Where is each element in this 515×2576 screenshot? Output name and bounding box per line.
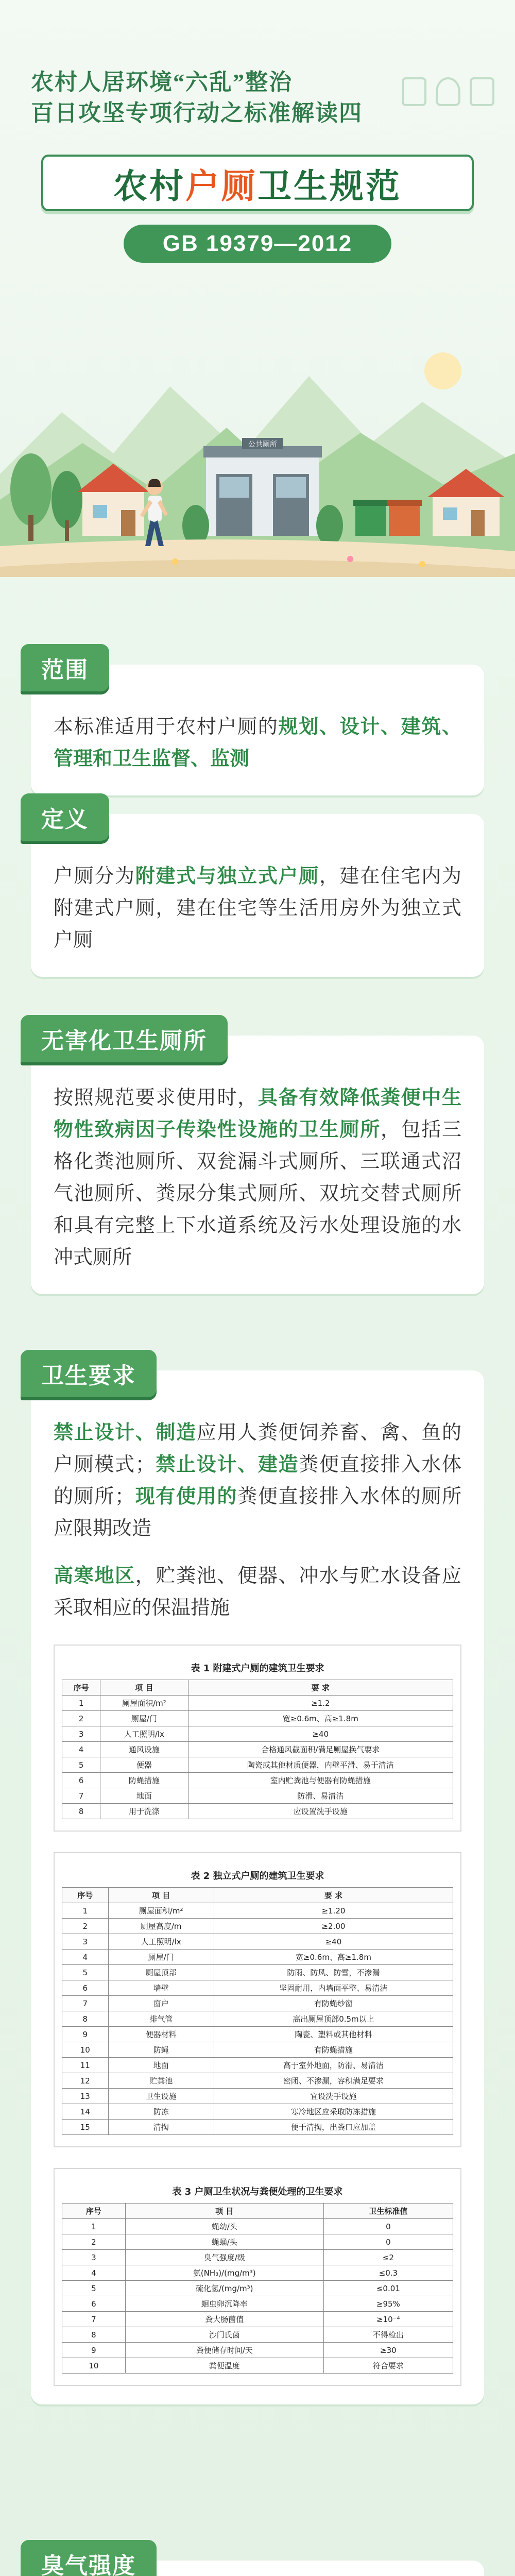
table-cell: 3: [62, 2250, 126, 2265]
table-cell: 0: [323, 2219, 453, 2234]
table-row: [62, 2281, 453, 2296]
table-cell: 8: [62, 1804, 100, 1819]
harmless-toilet-tag: 无害化卫生厕所: [21, 1015, 228, 1062]
table-cell: 清掏: [108, 2120, 214, 2135]
table-cell: 宽≥0.6m、高≥1.8m: [188, 1711, 453, 1726]
campaign-heading: [31, 67, 363, 129]
table-cell: 密闭、不渗漏，容积满足要求: [214, 2073, 453, 2089]
table-cell: 4: [62, 1742, 100, 1757]
table-row: [62, 1726, 453, 1742]
table-row: [62, 1773, 453, 1788]
toilet-icon: [436, 77, 460, 106]
requirements-text-2: 高寒地区，贮粪池、便器、冲水与贮水设备应采取相应的保温措施: [54, 1565, 461, 1619]
table-row: [62, 2120, 453, 2135]
table-cell: 2: [62, 1711, 100, 1726]
table-cell: ≥1.20: [214, 1903, 453, 1919]
table-cell: 3: [62, 1726, 100, 1742]
table-cell: 硫化氢/(mg/m³): [125, 2281, 323, 2296]
header: [0, 0, 515, 577]
table-row: [62, 2104, 453, 2120]
table-row: [62, 1696, 453, 1711]
table-cell: 符合要求: [323, 2358, 453, 2374]
table-cell: 厕屋/门: [108, 1950, 214, 1965]
table-cell: 应设置洗手设施: [188, 1804, 453, 1819]
table-cell: 宜设洗手设施: [214, 2089, 453, 2104]
table-cell: 2: [62, 2234, 126, 2250]
table-cell: 粪便温度: [125, 2358, 323, 2374]
table-header-cell: 卫生标准值: [323, 2204, 453, 2219]
table-cell: 厕屋高度/m: [108, 1919, 214, 1934]
table-row: [62, 2234, 453, 2250]
table-1-title: 表 1 附建式户厕的建筑卫生要求: [191, 1663, 324, 1674]
table-cell: 有防蝇纱窗: [214, 1996, 453, 2011]
requirements-card: [31, 1363, 484, 2404]
table-cell: ≤0.3: [323, 2265, 453, 2281]
table-cell: 防蝇: [108, 2042, 214, 2058]
table-header-cell: 要 求: [188, 1680, 453, 1696]
table-cell: ≥10⁻⁴: [323, 2312, 453, 2327]
table-cell: 陶瓷或其他材质便器，内壁平滑、易于清洁: [188, 1757, 453, 1773]
campaign-line-2: 百日攻坚专项行动之标准解读四: [31, 100, 363, 126]
table-cell: ≤2: [323, 2250, 453, 2265]
table-cell: 粪大肠菌值: [125, 2312, 323, 2327]
table-header-cell: 序号: [62, 2204, 126, 2219]
toilet-icons: [402, 77, 494, 106]
table-cell: 12: [62, 2073, 109, 2089]
definition-text: 户厕分为附建式与独立式户厕，建在住宅内为附建式户厕，建在住宅等生活用房外为独立式户厕: [54, 866, 461, 951]
odor-tag: 臭气强度: [21, 2540, 157, 2576]
table-row: [62, 2011, 453, 2027]
table-cell: 便于清掏，出粪口应加盖: [214, 2120, 453, 2135]
table-cell: 11: [62, 2058, 109, 2073]
washbasin-icon: [470, 77, 494, 106]
table-header-cell: 要 求: [214, 1888, 453, 1903]
table-row: [62, 2265, 453, 2281]
table-row: [62, 2089, 453, 2104]
table-row: [62, 2296, 453, 2312]
requirements-text-1: 禁止设计、制造应用人粪便饲养畜、禽、鱼的户厕模式；禁止设计、建造粪便直接排入水体的厕所；现有使用的粪便直接排入水体的厕所应限期改造: [54, 1422, 461, 1539]
table-cell: 防蝇措施: [100, 1773, 188, 1788]
table-cell: 14: [62, 2104, 109, 2120]
table-cell: 防滑、易清洁: [188, 1788, 453, 1804]
table-row: [62, 1742, 453, 1757]
table-cell: 不得检出: [323, 2327, 453, 2343]
table-row: [62, 2073, 453, 2089]
table-cell: 室内贮粪池与便器有防蝇措施: [188, 1773, 453, 1788]
table-cell: 蝇蛹/头: [125, 2234, 323, 2250]
table-cell: 5: [62, 1757, 100, 1773]
table-header-cell: 项 目: [108, 1888, 214, 1903]
table-row: [62, 1934, 453, 1950]
harmless-toilet-card: [31, 1028, 484, 1294]
table-cell: 厕屋面积/m²: [108, 1903, 214, 1919]
table-cell: 贮粪池: [108, 2073, 214, 2089]
table-3-wrap: [54, 2168, 461, 2386]
table-cell: 沙门氏菌: [125, 2327, 323, 2343]
table-cell: 墙壁: [108, 1980, 214, 1996]
table-cell: 6: [62, 1773, 100, 1788]
table-cell: 人工照明/lx: [100, 1726, 188, 1742]
table-cell: ≥95%: [323, 2296, 453, 2312]
table-cell: 7: [62, 1996, 109, 2011]
table-cell: 宽≥0.6m、高≥1.8m: [214, 1950, 453, 1965]
table-cell: ≥40: [188, 1726, 453, 1742]
table-cell: 8: [62, 2011, 109, 2027]
table-row: [62, 2358, 453, 2374]
table-row: [62, 1711, 453, 1726]
table-cell: 0: [323, 2234, 453, 2250]
table-cell: 4: [62, 1950, 109, 1965]
table-2-title: 表 2 独立式户厕的建筑卫生要求: [191, 1871, 324, 1882]
table-header-cell: 项 目: [125, 2204, 323, 2219]
table-cell: 8: [62, 2327, 126, 2343]
table-2-wrap: [54, 1852, 461, 2147]
table-row: [62, 2058, 453, 2073]
table-cell: ≥30: [323, 2343, 453, 2358]
table-cell: 氨(NH₃)/(mg/m³): [125, 2265, 323, 2281]
scope-tag: 范围: [21, 644, 109, 691]
table-2: [62, 1887, 453, 2135]
table-cell: 通风设施: [100, 1742, 188, 1757]
table-cell: 1: [62, 1903, 109, 1919]
table-cell: 高出厕屋顶部0.5m以上: [214, 2011, 453, 2027]
table-row: [62, 1919, 453, 1934]
harmless-toilet-text: 按照规范要求使用时，具备有效降低粪便中生物性致病因子传染性设施的卫生厕所，包括三格化粪池厕所、双瓮漏斗式厕所、三联通式沼气池厕所、粪尿分集式厕所、双坑交替式厕所和具有完整上下水道系统及污水处理设施的水冲式厕所: [54, 1087, 461, 1268]
table-cell: 卫生设施: [108, 2089, 214, 2104]
table-cell: 合格通风截面积/满足厕屋换气要求: [188, 1742, 453, 1757]
table-cell: 蛔虫卵沉降率: [125, 2296, 323, 2312]
table-cell: 1: [62, 1696, 100, 1711]
table-row: [62, 1965, 453, 1980]
table-row: [62, 2027, 453, 2042]
table-row: [62, 1788, 453, 1804]
table-cell: 3: [62, 1934, 109, 1950]
table-cell: ≥1.2: [188, 1696, 453, 1711]
table-cell: 7: [62, 2312, 126, 2327]
table-cell: 5: [62, 1965, 109, 1980]
table-3: [62, 2203, 453, 2374]
table-header-cell: 项 目: [100, 1680, 188, 1696]
table-cell: 6: [62, 2296, 126, 2312]
table-cell: 5: [62, 2281, 126, 2296]
table-row: [62, 2219, 453, 2234]
table-cell: 寒冷地区应采取防冻措施: [214, 2104, 453, 2120]
table-cell: 高于室外地面，防滑、易清洁: [214, 2058, 453, 2073]
table-cell: 地面: [100, 1788, 188, 1804]
page-title: 农村户厕卫生规范: [113, 166, 402, 205]
table-cell: 地面: [108, 2058, 214, 2073]
definition-tag: 定义: [21, 793, 109, 841]
table-row: [62, 1804, 453, 1819]
table-row: [62, 2250, 453, 2265]
table-header-cell: 序号: [62, 1680, 100, 1696]
table-cell: 15: [62, 2120, 109, 2135]
campaign-line-1: 农村人居环境“六乱”整治: [31, 70, 293, 95]
table-cell: 10: [62, 2042, 109, 2058]
table-cell: 便器材料: [108, 2027, 214, 2042]
standard-code-badge: GB 19379—2012: [124, 225, 391, 263]
table-cell: 9: [62, 2343, 126, 2358]
table-cell: 厕屋/门: [100, 1711, 188, 1726]
table-3-title: 表 3 户厕卫生状况与粪便处理的卫生要求: [172, 2187, 343, 2197]
table-row: [62, 2343, 453, 2358]
table-row: [62, 1950, 453, 1965]
table-cell: 2: [62, 1919, 109, 1934]
table-cell: 臭气强度/级: [125, 2250, 323, 2265]
requirements-tag: 卫生要求: [21, 1350, 157, 1397]
table-cell: 用于洗涤: [100, 1804, 188, 1819]
table-row: [62, 2312, 453, 2327]
urinal-icon: [402, 77, 426, 106]
table-cell: ≥2.00: [214, 1919, 453, 1934]
table-cell: 7: [62, 1788, 100, 1804]
definition-card: [31, 807, 484, 977]
table-row: [62, 1757, 453, 1773]
table-cell: 粪便储存时间/天: [125, 2343, 323, 2358]
table-row: [62, 1980, 453, 1996]
table-cell: 9: [62, 2027, 109, 2042]
toilet-sign: 公共厕所: [248, 440, 277, 449]
odor-card: [31, 2553, 484, 2576]
table-cell: 坚固耐用，内墙面平整、易清洁: [214, 1980, 453, 1996]
table-cell: 便器: [100, 1757, 188, 1773]
table-cell: 有防蝇措施: [214, 2042, 453, 2058]
table-row: [62, 2042, 453, 2058]
table-cell: 防冻: [108, 2104, 214, 2120]
table-row: [62, 1903, 453, 1919]
table-cell: 6: [62, 1980, 109, 1996]
table-cell: 厕屋顶部: [108, 1965, 214, 1980]
table-cell: 防雨、防风、防雪，不渗漏: [214, 1965, 453, 1980]
table-1: [62, 1680, 453, 1819]
table-cell: ≥40: [214, 1934, 453, 1950]
table-cell: 蝇幼/头: [125, 2219, 323, 2234]
table-cell: 4: [62, 2265, 126, 2281]
table-row: [62, 1996, 453, 2011]
scope-text: 本标准适用于农村户厕的规划、设计、建筑、管理和卫生监督、监测: [54, 716, 461, 770]
table-cell: 人工照明/lx: [108, 1934, 214, 1950]
village-illustration: [0, 258, 515, 577]
table-cell: 1: [62, 2219, 126, 2234]
table-cell: 排气管: [108, 2011, 214, 2027]
table-row: [62, 2327, 453, 2343]
table-cell: 陶瓷、塑料或其他材料: [214, 2027, 453, 2042]
table-cell: 13: [62, 2089, 109, 2104]
scope-card: [31, 657, 484, 795]
table-cell: ≤0.01: [323, 2281, 453, 2296]
title-box: [41, 155, 474, 211]
table-1-wrap: [54, 1645, 461, 1832]
table-cell: 10: [62, 2358, 126, 2374]
table-cell: 厕屋面积/m²: [100, 1696, 188, 1711]
table-header-cell: 序号: [62, 1888, 109, 1903]
table-cell: 窗户: [108, 1996, 214, 2011]
